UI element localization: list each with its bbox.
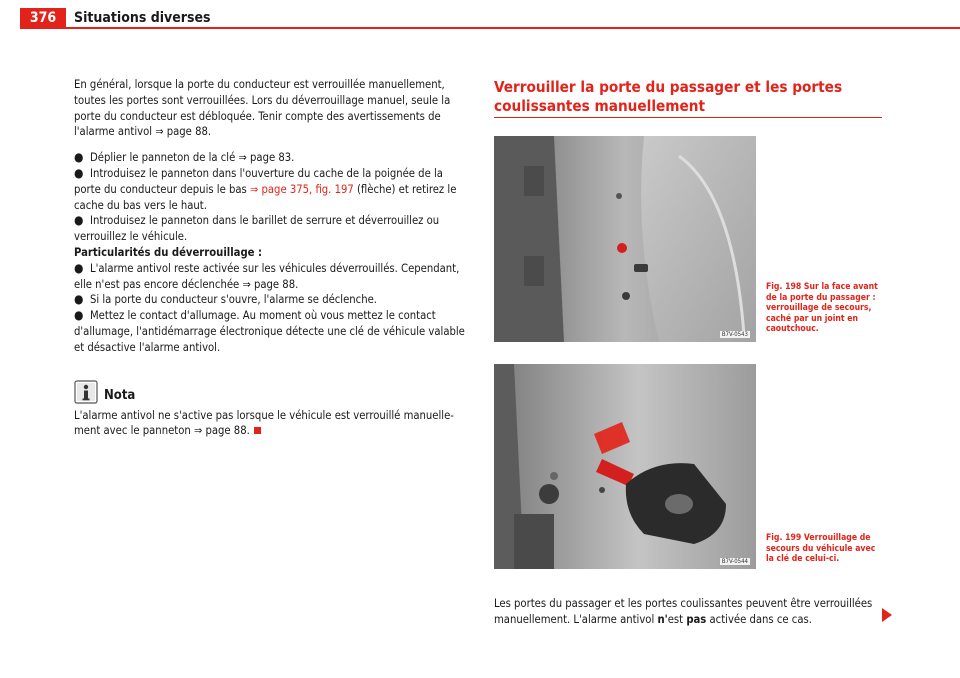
- running-title: Situations diverses: [74, 10, 211, 26]
- figure-199: [494, 364, 756, 569]
- bullet-item: [74, 292, 466, 308]
- bullet-item: [74, 213, 466, 245]
- figure-code: B7V-0543: [721, 331, 748, 338]
- bottom-paragraph: [494, 596, 882, 628]
- intro-text: En général, lorsque la porte du conducteur est verrouillée manuellement, toutes les portes sont verrouillées. Lors du déverrouillage manuel, seule la porte du conducteur est débloquée. Tenir compte des avertissements de l'alarme antivol: [74, 78, 451, 139]
- note-box: [74, 378, 466, 440]
- bullet-item: [74, 308, 466, 355]
- intro-page-ref[interactable]: page 88.: [166, 125, 212, 139]
- info-icon: [74, 380, 98, 404]
- arrow-icon: ⇒: [193, 424, 203, 438]
- bullet-icon: ●: [74, 308, 84, 323]
- note-title: Nota: [104, 387, 136, 403]
- bullet-text-after: (flèche) et retirez le cache du bas vers le haut.: [74, 182, 457, 212]
- figure-199-caption: Fig. 199 Verrouillage de secours du véhicule avec la clé de celui-ci.: [766, 533, 876, 565]
- bold-word: n': [657, 612, 668, 626]
- bullet-item: [74, 166, 466, 213]
- bullet-icon: ●: [74, 213, 84, 228]
- sub-heading: Particularités du déverrouillage :: [74, 245, 263, 259]
- bottom-text-start: Les portes du passager et les portes coulissantes peuvent être verrouillées manuellement. L'alarme antivol: [494, 597, 873, 626]
- bullet-item: [74, 150, 466, 166]
- note-header: [74, 378, 466, 404]
- arrow-icon: ⇒: [238, 151, 247, 165]
- page-ref-link[interactable]: page 83.: [250, 151, 295, 165]
- figure-198: [494, 136, 756, 342]
- door-lock-illustration: [494, 136, 756, 342]
- arrow-icon: ⇒: [242, 277, 251, 291]
- bullet-text: Déplier le panneton de la clé: [90, 151, 236, 165]
- page-ref-link[interactable]: page 88.: [253, 277, 299, 291]
- figure-ref-link[interactable]: page 375, fig. 197: [261, 182, 354, 196]
- page-header: [0, 0, 960, 30]
- bottom-text-end: activée dans ce cas.: [709, 612, 812, 626]
- bullet-text: Mettez le contact d'allumage. Au moment où vous mettez le contact d'allumage, l'antidémarrage électronique détecte une clé de véhicule valable et désactive l'alarme antivol.: [74, 309, 465, 354]
- figure-code: B7V-0544: [721, 558, 748, 565]
- section-rule: [494, 117, 882, 118]
- figure-198-caption: Fig. 198 Sur la face avant de la porte du passager : verrouillage de secours, caché par un joint en caoutchouc.: [766, 282, 878, 335]
- section-title: Verrouiller la porte du passager et les portes coulissantes manuellement: [494, 78, 843, 115]
- bold-word: pas: [686, 612, 707, 626]
- header-rule: [20, 27, 960, 29]
- left-column: [74, 77, 466, 439]
- bullet-text: L'alarme antivol reste activée sur les véhicules déverrouillés. Cependant, elle n'est pas encore déclenchée: [74, 261, 460, 291]
- bullet-text: Si la porte du conducteur s'ouvre, l'alarme se déclenche.: [90, 293, 377, 307]
- bullet-item: [74, 261, 466, 293]
- page-ref-link[interactable]: page 88.: [205, 424, 250, 438]
- end-of-section-icon: [254, 427, 261, 434]
- arrow-icon: ⇒: [250, 182, 259, 196]
- bottom-text-mid: est: [667, 612, 684, 626]
- note-text: [74, 408, 466, 440]
- note-body: L'alarme antivol ne s'active pas lorsque le véhicule est verrouillé manuelle-ment avec le panneton: [74, 408, 454, 438]
- continue-arrow-icon[interactable]: [882, 608, 892, 622]
- intro-paragraph: [74, 77, 466, 140]
- bullet-text: Introduisez le panneton dans l'ouverture du cache de la poignée de la porte du conducteur depuis le bas: [74, 166, 443, 196]
- page-number: 376: [20, 8, 66, 28]
- arrow-icon: ⇒: [155, 125, 164, 139]
- bullet-text: Introduisez le panneton dans le barillet de serrure et déverrouillez ou verrouillez le véhicule.: [74, 214, 440, 244]
- bullet-icon: ●: [74, 292, 84, 307]
- key-in-lock-illustration: [494, 364, 756, 569]
- bullet-icon: ●: [74, 260, 84, 275]
- bullet-icon: ●: [74, 165, 84, 180]
- bullet-icon: ●: [74, 150, 84, 165]
